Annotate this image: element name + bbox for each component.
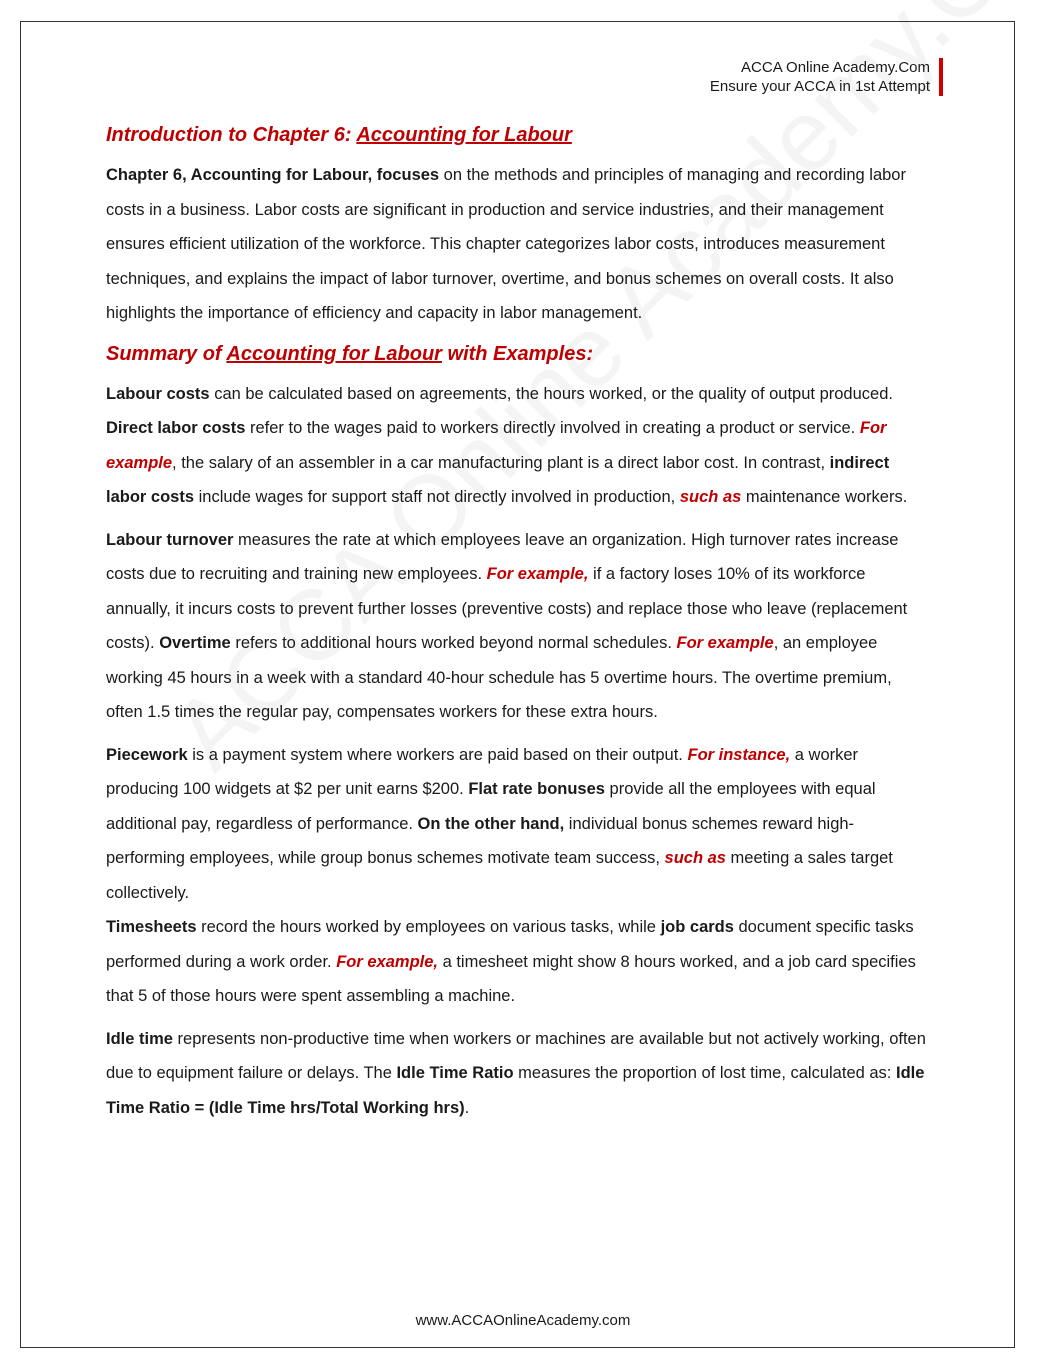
text: a timesheet might show 8 hours worked, and a job card specifies that 5 of those hours were spent assembling a machine. bbox=[106, 952, 916, 1005]
page-header bbox=[710, 58, 943, 96]
text: provide all the employees with equal additional pay, regardless of performance. bbox=[106, 780, 876, 833]
text: . bbox=[464, 1098, 470, 1117]
text: is a payment system where workers are paid based on their output. bbox=[187, 745, 688, 764]
intro-paragraph bbox=[106, 158, 928, 331]
term-direct-labor: Direct labor costs bbox=[106, 419, 246, 437]
term-piecework: Piecework bbox=[106, 745, 188, 764]
summary-heading-link[interactable]: Accounting for Labour bbox=[226, 342, 442, 365]
example-highlight: For instance, bbox=[687, 745, 791, 764]
piecework-paragraph bbox=[106, 738, 928, 911]
intro-heading bbox=[106, 120, 928, 150]
labour-turnover-paragraph bbox=[106, 523, 928, 730]
example-highlight: For example, bbox=[336, 952, 438, 971]
page-footer[interactable]: www.ACCAOnlineAcademy.com bbox=[415, 1312, 631, 1329]
text: document specific tasks performed during a work order. bbox=[106, 918, 914, 971]
example-highlight: For example bbox=[106, 419, 887, 472]
text: record the hours worked by employees on various tasks, while bbox=[196, 918, 661, 936]
text: refers to additional hours worked beyond normal schedules. bbox=[230, 634, 677, 652]
idle-time-paragraph bbox=[106, 1022, 928, 1126]
text: a worker producing 100 widgets at $2 per unit earns $200. bbox=[106, 745, 859, 798]
header-brand: ACCA Online Academy.Com bbox=[741, 59, 930, 76]
intro-heading-prefix: Introduction to Chapter 6: bbox=[106, 124, 357, 146]
example-highlight: For example, bbox=[486, 565, 589, 583]
term-indirect-labor: indirect labor costs bbox=[106, 453, 890, 506]
term-labour-costs: Labour costs bbox=[106, 384, 210, 403]
example-highlight: such as bbox=[679, 488, 742, 506]
text: measures the proportion of lost time, calculated as: bbox=[513, 1064, 896, 1082]
text: meeting a sales target collectively. bbox=[106, 849, 893, 902]
term-overtime: Overtime bbox=[159, 634, 231, 652]
formula-idle-time-ratio: Idle Time Ratio = (Idle Time hrs/Total Working hrs) bbox=[106, 1064, 925, 1117]
timesheets-paragraph bbox=[106, 910, 928, 1014]
text: individual bonus schemes reward high-performing employees, while group bonus schemes motivate team success, bbox=[106, 814, 855, 867]
term-flat-rate-bonuses: Flat rate bonuses bbox=[468, 780, 605, 798]
example-highlight: such as bbox=[664, 849, 726, 867]
example-highlight: For example bbox=[676, 634, 774, 652]
text: maintenance workers. bbox=[741, 488, 908, 506]
text: include wages for support staff not directly involved in production, bbox=[194, 488, 680, 506]
intro-heading-link[interactable]: Accounting for Labour bbox=[356, 124, 572, 146]
term-idle-time: Idle time bbox=[106, 1029, 173, 1048]
text: , the salary of an assembler in a car manufacturing plant is a direct labor cost. In contrast, bbox=[172, 453, 830, 472]
text: measures the rate at which employees leave an organization. High turnover rates increase costs due to recruiting and training new employees. bbox=[106, 530, 899, 583]
summary-heading-prefix: Summary of bbox=[106, 342, 227, 365]
term-labour-turnover: Labour turnover bbox=[106, 530, 234, 549]
summary-heading-suffix: with Examples: bbox=[441, 342, 594, 365]
intro-bold: Chapter 6, Accounting for Labour, focuses bbox=[106, 166, 440, 184]
text: , an employee working 45 hours in a week with a standard 40-hour schedule has 5 overtime hours. The overtime premium, often 1.5 times the regular pay, compensates workers for these extra hours. bbox=[106, 634, 892, 721]
labour-costs-paragraph bbox=[106, 377, 928, 515]
text: can be calculated based on agreements, the hours worked, or the quality of output produced. bbox=[209, 384, 893, 403]
text: if a factory loses 10% of its workforce annually, it incurs costs to prevent further losses (preventive costs) and replace those who leave (replacement costs). bbox=[106, 565, 908, 652]
term-timesheets: Timesheets bbox=[106, 918, 197, 936]
term-job-cards: job cards bbox=[660, 918, 734, 936]
header-tagline: Ensure your ACCA in 1st Attempt bbox=[709, 78, 930, 95]
intro-text: on the methods and principles of managing and recording labor costs in a business. Labor costs are significant in production and service industries, and their management ensures efficient utilization of the workforce. This chapter categorizes labor costs, introduces measurement techniques, and explains the impact of labor turnover, overtime, and bonus schemes on overall costs. It also highlights the importance of efficiency and capacity in labor management. bbox=[106, 166, 906, 322]
term-idle-time-ratio: Idle Time Ratio bbox=[396, 1064, 514, 1082]
summary-heading bbox=[106, 339, 928, 369]
text: represents non-productive time when workers or machines are available but not actively working, often due to equipment failure or delays. The bbox=[106, 1029, 926, 1082]
main-content bbox=[106, 120, 928, 1125]
text: refer to the wages paid to workers directly involved in creating a product or service. bbox=[245, 419, 860, 437]
term-on-the-other-hand: On the other hand, bbox=[417, 814, 565, 833]
